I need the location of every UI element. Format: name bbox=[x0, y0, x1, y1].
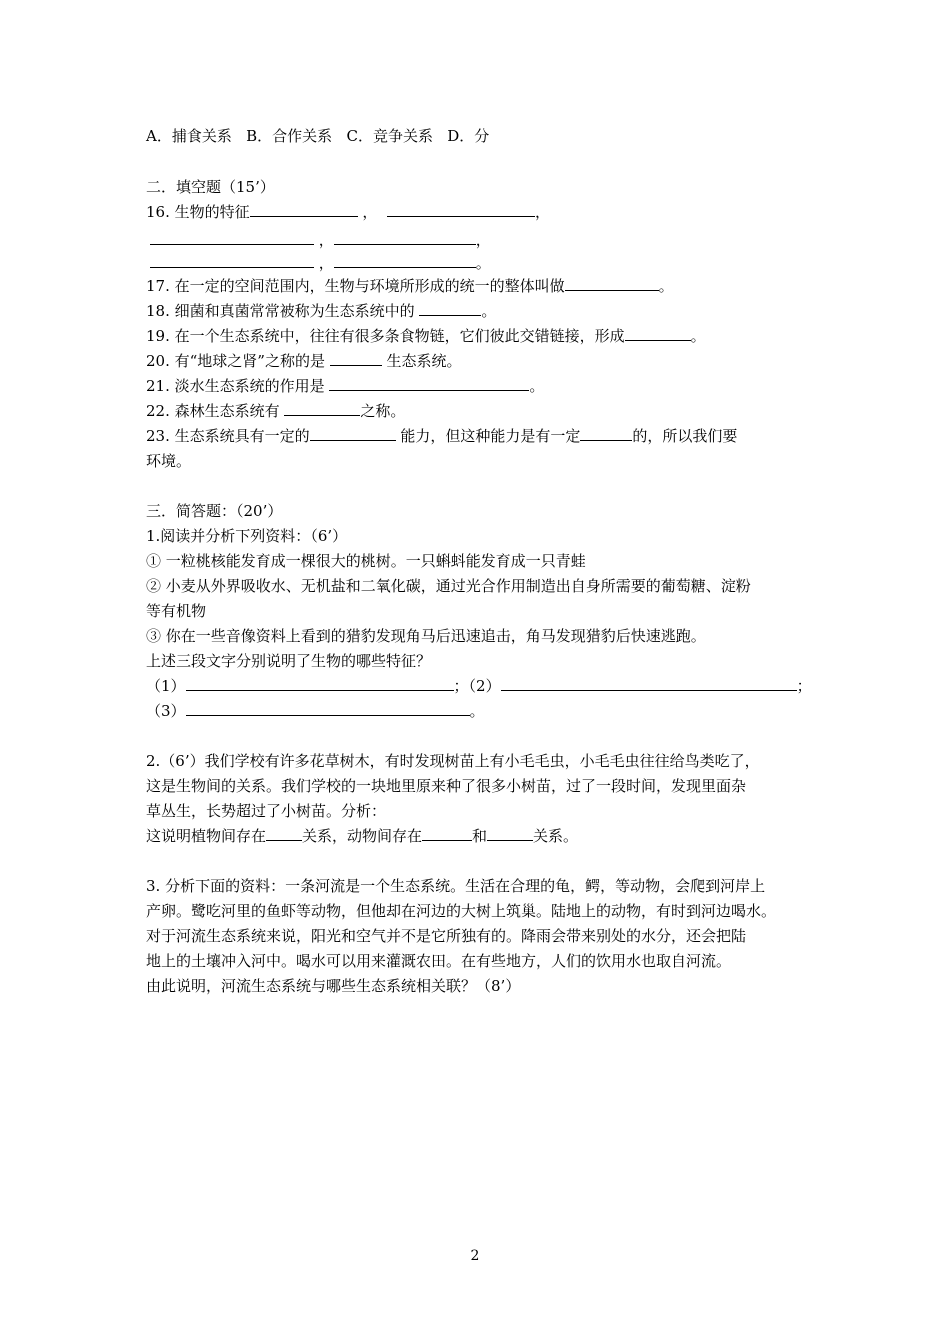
answer-blank bbox=[501, 676, 797, 691]
choice-options: A．捕食关系 B．合作关系 C．竞争关系 D．分 bbox=[146, 127, 490, 145]
question-19 bbox=[146, 326, 706, 346]
q16-sep: ， bbox=[314, 231, 334, 249]
question-16-line-2 bbox=[150, 230, 491, 250]
question-2-line-4 bbox=[146, 826, 578, 846]
material-item-1: ① 一粒桃核能发育成一棵很大的桃树。一只蝌蚪能发育成一只青蛙 bbox=[146, 552, 586, 570]
question-22 bbox=[146, 401, 405, 421]
answer-blank bbox=[334, 230, 476, 245]
answer-blank bbox=[625, 326, 691, 341]
material-item-2-cont: 等有机物 bbox=[146, 602, 207, 620]
answer-end: 。 bbox=[469, 702, 485, 720]
q20-end: 生态系统。 bbox=[381, 352, 462, 370]
answer-blank bbox=[387, 202, 535, 217]
q22-end: 之称。 bbox=[360, 402, 406, 420]
q20-text: 20. 有“地球之肾”之称的是 bbox=[146, 352, 330, 370]
material-item-3: ③ 你在一些音像资料上看到的猎豹发现角马后迅速追击，角马发现猎豹后快速逃跑。 bbox=[146, 627, 706, 645]
page-number: 2 bbox=[470, 1248, 480, 1264]
q23-end: 的，所以我们要 bbox=[632, 427, 738, 445]
answer-end: ； bbox=[796, 677, 812, 695]
question-3-line-3: 对于河流生态系统来说，阳光和空气并不是它所独有的。降雨会带来别处的水分，还会把陆 bbox=[146, 927, 747, 945]
q16-sep: ， bbox=[534, 203, 550, 221]
answer-blank bbox=[186, 701, 470, 716]
answer-blank bbox=[150, 253, 314, 268]
q21-end: 。 bbox=[529, 377, 545, 395]
question-16 bbox=[146, 202, 550, 222]
question-2-line-2: 这是生物间的关系。我们学校的一块地里原来种了很多小树苗，过了一段时间，发现里面杂 bbox=[146, 777, 747, 795]
answer-blank bbox=[580, 426, 632, 441]
q2-text: 和 bbox=[472, 827, 488, 845]
question-20 bbox=[146, 351, 462, 371]
q2-text: 关系，动物间存在 bbox=[302, 827, 423, 845]
q18-end: 。 bbox=[481, 302, 497, 320]
answer-blank bbox=[565, 276, 659, 291]
question-1-prompt: 上述三段文字分别说明了生物的哪些特征？ bbox=[146, 652, 432, 670]
question-3-line-5: 由此说明，河流生态系统与哪些生态系统相关联？（8’） bbox=[146, 977, 521, 995]
q16-text: 16. 生物的特征 bbox=[146, 203, 250, 221]
answer-blank bbox=[487, 826, 533, 841]
answer-blank bbox=[329, 376, 529, 391]
question-1-title: 1.阅读并分析下列资料：（6’） bbox=[146, 527, 348, 545]
answer-blank bbox=[150, 230, 314, 245]
question-17 bbox=[146, 276, 674, 296]
q16-sep: 。 bbox=[475, 254, 491, 272]
answer-label: ；（2） bbox=[453, 677, 501, 695]
question-23-line-2: 环境。 bbox=[146, 452, 192, 470]
answer-blank bbox=[310, 426, 396, 441]
q18-text: 18. 细菌和真菌常常被称为生态系统中的 bbox=[146, 302, 420, 320]
answer-blank bbox=[284, 401, 360, 416]
q21-text: 21. 淡水生态系统的作用是 bbox=[146, 377, 330, 395]
q17-end: 。 bbox=[658, 277, 674, 295]
question-3-line-1: 3. 分析下面的资料：一条河流是一个生态系统。生活在合理的龟，鳄，等动物，会爬到河岸上 bbox=[146, 877, 766, 895]
answer-label: （1） bbox=[146, 677, 186, 695]
q17-text: 17. 在一定的空间范围内，生物与环境所形成的统一的整体叫做 bbox=[146, 277, 565, 295]
answer-label: （3） bbox=[146, 702, 186, 720]
q23-text: 23. 生态系统具有一定的 bbox=[146, 427, 310, 445]
material-item-2: ② 小麦从外界吸收水、无机盐和二氧化碳，通过光合作用制造出自身所需要的葡萄糖、淀粉 bbox=[146, 577, 751, 595]
q22-text: 22. 森林生态系统有 bbox=[146, 402, 285, 420]
question-16-line-3 bbox=[150, 253, 491, 273]
q19-text: 19. 在一个生态系统中，往往有很多条食物链，它们彼此交错链接，形成 bbox=[146, 327, 625, 345]
q19-end: 。 bbox=[690, 327, 706, 345]
q16-sep: ， bbox=[314, 254, 334, 272]
q2-text: 关系。 bbox=[533, 827, 579, 845]
q23-text: 能力，但这种能力是有一定 bbox=[395, 427, 581, 445]
question-3-line-2: 产卵。鹭吃河里的鱼虾等动物，但他却在河边的大树上筑巢。陆地上的动物，有时到河边喝水。 bbox=[146, 902, 777, 920]
question-23 bbox=[146, 426, 737, 446]
answer-blank bbox=[330, 351, 382, 366]
question-2-line-3: 草丛生，长势超过了小树苗。分析： bbox=[146, 802, 387, 820]
answer-blank bbox=[334, 253, 476, 268]
q16-sep: ， bbox=[357, 203, 378, 221]
section-2-title: 二．填空题（15’） bbox=[146, 178, 275, 196]
question-18 bbox=[146, 301, 496, 321]
answer-line-1-2 bbox=[146, 676, 812, 696]
q2-text: 这说明植物间存在 bbox=[146, 827, 267, 845]
answer-blank bbox=[266, 826, 302, 841]
section-3-title: 三．简答题：（20’） bbox=[146, 502, 283, 520]
question-21 bbox=[146, 376, 544, 396]
answer-blank bbox=[186, 676, 454, 691]
answer-line-3 bbox=[146, 701, 485, 721]
answer-blank bbox=[422, 826, 472, 841]
q16-sep: ， bbox=[475, 231, 491, 249]
question-2-line-1: 2.（6’）我们学校有许多花草树木，有时发现树苗上有小毛毛虫，小毛毛虫往往给鸟类吃了， bbox=[146, 752, 760, 770]
answer-blank bbox=[250, 202, 358, 217]
question-3-line-4: 地上的土壤冲入河中。喝水可以用来灌溉农田。在有些地方，人们的饮用水也取自河流。 bbox=[146, 952, 732, 970]
answer-blank bbox=[419, 301, 481, 316]
